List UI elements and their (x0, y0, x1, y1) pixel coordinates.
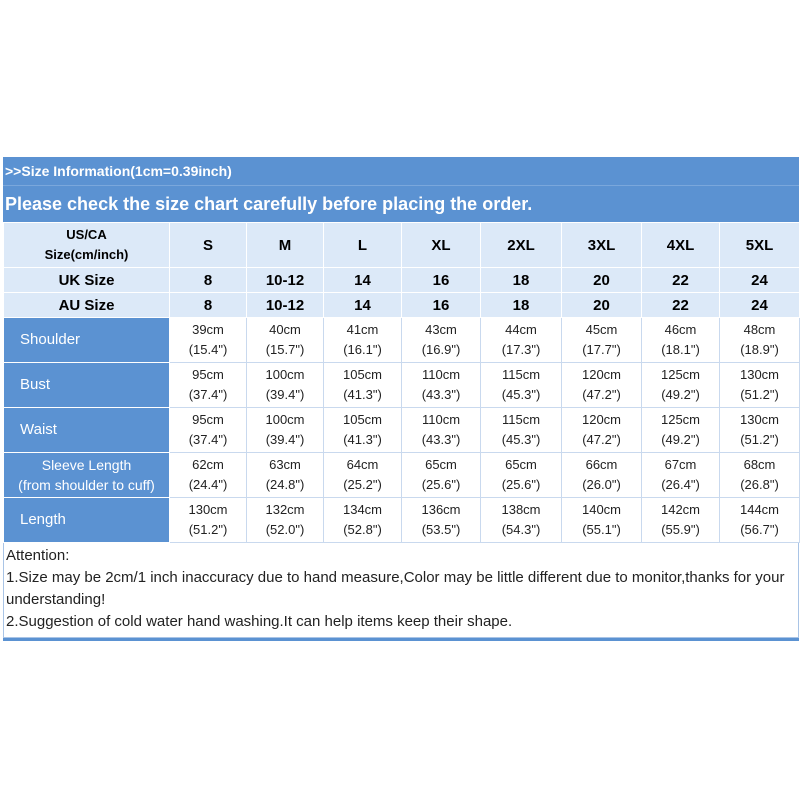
au-size-cell: 16 (402, 293, 481, 318)
cm-value: 43cm (425, 322, 457, 337)
measurement-cell (642, 318, 720, 363)
inch-value: (25.6") (501, 477, 541, 492)
measurement-cell (562, 453, 642, 498)
inch-value: (52.8") (343, 522, 382, 537)
cm-value: 95cm (192, 367, 224, 382)
inch-value: (17.3") (501, 342, 541, 357)
us-size-cell: 3XL (562, 223, 642, 268)
cm-value: 68cm (743, 457, 776, 472)
measurement-row (4, 363, 800, 408)
us-size-cell: L (324, 223, 402, 268)
measurement-label-text: Length (20, 511, 66, 528)
measurement-cell (642, 363, 720, 408)
uk-size-cell: 22 (642, 268, 720, 293)
measurement-cell (402, 363, 481, 408)
measurement-cell (562, 318, 642, 363)
cm-value: 115cm (501, 412, 541, 427)
measurement-cell (247, 408, 324, 453)
measurement-label-text: Sleeve Length (41, 457, 132, 473)
cm-value: 110cm (421, 367, 461, 382)
au-size-cell: 8 (170, 293, 247, 318)
size-chart (3, 157, 799, 641)
measurement-cell (247, 498, 324, 543)
inch-value: (43.3") (421, 432, 461, 447)
measurement-cell (720, 408, 800, 453)
inch-value: (41.3") (343, 432, 382, 447)
measurement-cell (324, 318, 402, 363)
inch-value: (47.2") (582, 387, 621, 402)
measurement-cell (170, 453, 247, 498)
cm-value: 105cm (342, 412, 383, 427)
inch-value: (51.2") (740, 432, 779, 447)
inch-value: (26.8") (740, 477, 779, 492)
measurement-cell (481, 363, 562, 408)
inch-value: (18.9") (740, 342, 779, 357)
us-size-row (4, 223, 800, 268)
uk-size-cell: 10-12 (247, 268, 324, 293)
cm-value: 44cm (505, 322, 537, 337)
uk-size-row (4, 268, 800, 293)
inch-value: (55.9") (661, 522, 700, 537)
uk-size-cell: 20 (562, 268, 642, 293)
inch-value: (24.4") (188, 477, 228, 492)
measurement-cell (170, 408, 247, 453)
measurement-row (4, 498, 800, 543)
cm-value: 65cm (505, 457, 537, 472)
measurement-cell (402, 453, 481, 498)
au-size-row (4, 293, 800, 318)
inch-value: (16.9") (421, 342, 461, 357)
measurement-cell (481, 408, 562, 453)
measurement-row (4, 408, 800, 453)
measurement-cell (170, 318, 247, 363)
cm-value: 130cm (739, 367, 780, 382)
measurement-cell (170, 498, 247, 543)
au-size-cell: 10-12 (247, 293, 324, 318)
inch-value: (17.7") (582, 342, 621, 357)
cm-value: 125cm (660, 367, 701, 382)
measurement-cell (642, 453, 720, 498)
inch-value: (52.0") (265, 522, 305, 537)
measurement-label (4, 498, 170, 543)
cm-value: 120cm (581, 412, 622, 427)
cm-value: 46cm (664, 322, 697, 337)
size-banner (3, 157, 799, 222)
cm-value: 39cm (192, 322, 224, 337)
size-table (3, 222, 800, 543)
attention-notes (3, 543, 799, 638)
inch-value: (24.8") (265, 477, 305, 492)
cm-value: 120cm (581, 367, 622, 382)
cm-value: 138cm (501, 502, 541, 517)
cm-value: 65cm (425, 457, 457, 472)
inch-value: (39.4") (265, 432, 305, 447)
inch-value: (18.1") (661, 342, 700, 357)
measurement-cell (170, 363, 247, 408)
cm-value: 40cm (269, 322, 301, 337)
us-size-cell: S (170, 223, 247, 268)
measurement-label (4, 453, 170, 498)
measurement-cell (402, 318, 481, 363)
inch-value: (54.3") (501, 522, 541, 537)
measurement-cell (247, 318, 324, 363)
measurement-cell (720, 453, 800, 498)
measurement-label-subtext: (from shoulder to cuff) (18, 477, 155, 493)
us-size-cell: 4XL (642, 223, 720, 268)
cm-value: 95cm (192, 412, 224, 427)
inch-value: (39.4") (265, 387, 305, 402)
measurement-label (4, 408, 170, 453)
measurement-cell (247, 453, 324, 498)
inch-value: (51.2") (740, 387, 779, 402)
us-size-cell: 2XL (481, 223, 562, 268)
measurement-cell (481, 453, 562, 498)
us-label-line1: US/CA (66, 227, 107, 242)
inch-value: (26.0") (582, 477, 621, 492)
measurement-row (4, 318, 800, 363)
measurement-cell (481, 318, 562, 363)
au-size-label: AU Size (4, 293, 170, 318)
inch-value: (45.3") (501, 432, 541, 447)
measurement-cell (247, 363, 324, 408)
measurement-cell (324, 408, 402, 453)
inch-value: (45.3") (501, 387, 541, 402)
cm-value: 115cm (501, 367, 541, 382)
measurement-label (4, 318, 170, 363)
cm-value: 66cm (585, 457, 618, 472)
cm-value: 136cm (421, 502, 461, 517)
measurement-label (4, 363, 170, 408)
au-size-cell: 18 (481, 293, 562, 318)
cm-value: 64cm (346, 457, 379, 472)
measurement-cell (720, 363, 800, 408)
size-info-title: >>Size Information(1cm=0.39inch) (3, 157, 799, 186)
cm-value: 125cm (660, 412, 701, 427)
cm-value: 100cm (265, 367, 305, 382)
measurement-label-text: Shoulder (20, 331, 81, 348)
cm-value: 67cm (664, 457, 697, 472)
cm-value: 130cm (188, 502, 228, 517)
us-size-cell: 5XL (720, 223, 800, 268)
cm-value: 110cm (421, 412, 461, 427)
cm-value: 142cm (660, 502, 701, 517)
cm-value: 140cm (581, 502, 622, 517)
measurement-cell (642, 408, 720, 453)
uk-size-cell: 24 (720, 268, 800, 293)
cm-value: 134cm (342, 502, 383, 517)
measurement-row (4, 453, 800, 498)
inch-value: (37.4") (188, 432, 228, 447)
measurement-cell (562, 363, 642, 408)
us-size-cell: M (247, 223, 324, 268)
attention-title: Attention: (6, 547, 70, 564)
cm-value: 144cm (739, 502, 780, 517)
uk-size-cell: 18 (481, 268, 562, 293)
inch-value: (55.1") (582, 522, 621, 537)
inch-value: (56.7") (740, 522, 779, 537)
inch-value: (53.5") (421, 522, 461, 537)
inch-value: (16.1") (343, 342, 382, 357)
inch-value: (49.2") (661, 432, 700, 447)
cm-value: 130cm (739, 412, 780, 427)
measurement-cell (324, 363, 402, 408)
cm-value: 100cm (265, 412, 305, 427)
cm-value: 132cm (265, 502, 305, 517)
measurement-rows (4, 318, 800, 543)
uk-size-cell: 8 (170, 268, 247, 293)
au-size-cell: 24 (720, 293, 800, 318)
measurement-cell (720, 318, 800, 363)
measurement-label-text: Waist (20, 421, 57, 438)
measurement-cell (642, 498, 720, 543)
attention-note-2: 2.Suggestion of cold water hand washing.It can help items keep their shape. (6, 613, 513, 630)
au-size-cell: 20 (562, 293, 642, 318)
us-size-label (4, 223, 170, 268)
cm-value: 48cm (743, 322, 776, 337)
cm-value: 105cm (342, 367, 383, 382)
inch-value: (49.2") (661, 387, 700, 402)
inch-value: (26.4") (661, 477, 700, 492)
measurement-cell (324, 453, 402, 498)
measurement-cell (481, 498, 562, 543)
measurement-cell (402, 498, 481, 543)
uk-size-cell: 16 (402, 268, 481, 293)
inch-value: (41.3") (343, 387, 382, 402)
cm-value: 63cm (269, 457, 301, 472)
size-check-notice: Please check the size chart carefully before placing the order. (5, 194, 533, 214)
measurement-cell (324, 498, 402, 543)
measurement-label-text: Bust (20, 376, 51, 393)
inch-value: (43.3") (421, 387, 461, 402)
measurement-cell (402, 408, 481, 453)
cm-value: 62cm (192, 457, 224, 472)
uk-size-label: UK Size (4, 268, 170, 293)
inch-value: (25.2") (343, 477, 382, 492)
inch-value: (15.7") (265, 342, 305, 357)
inch-value: (15.4") (188, 342, 228, 357)
measurement-cell (562, 408, 642, 453)
cm-value: 41cm (346, 322, 379, 337)
cm-value: 45cm (585, 322, 618, 337)
inch-value: (37.4") (188, 387, 228, 402)
inch-value: (51.2") (188, 522, 228, 537)
au-size-cell: 22 (642, 293, 720, 318)
au-size-cell: 14 (324, 293, 402, 318)
us-size-cell: XL (402, 223, 481, 268)
measurement-cell (562, 498, 642, 543)
us-label-line2: Size(cm/inch) (44, 247, 129, 262)
inch-value: (25.6") (421, 477, 461, 492)
uk-size-cell: 14 (324, 268, 402, 293)
inch-value: (47.2") (582, 432, 621, 447)
attention-note-1: 1.Size may be 2cm/1 inch inaccuracy due to hand measure,Color may be little different due to monitor,thanks for your understanding! (6, 569, 785, 608)
measurement-cell (720, 498, 800, 543)
bottom-divider (3, 638, 799, 641)
